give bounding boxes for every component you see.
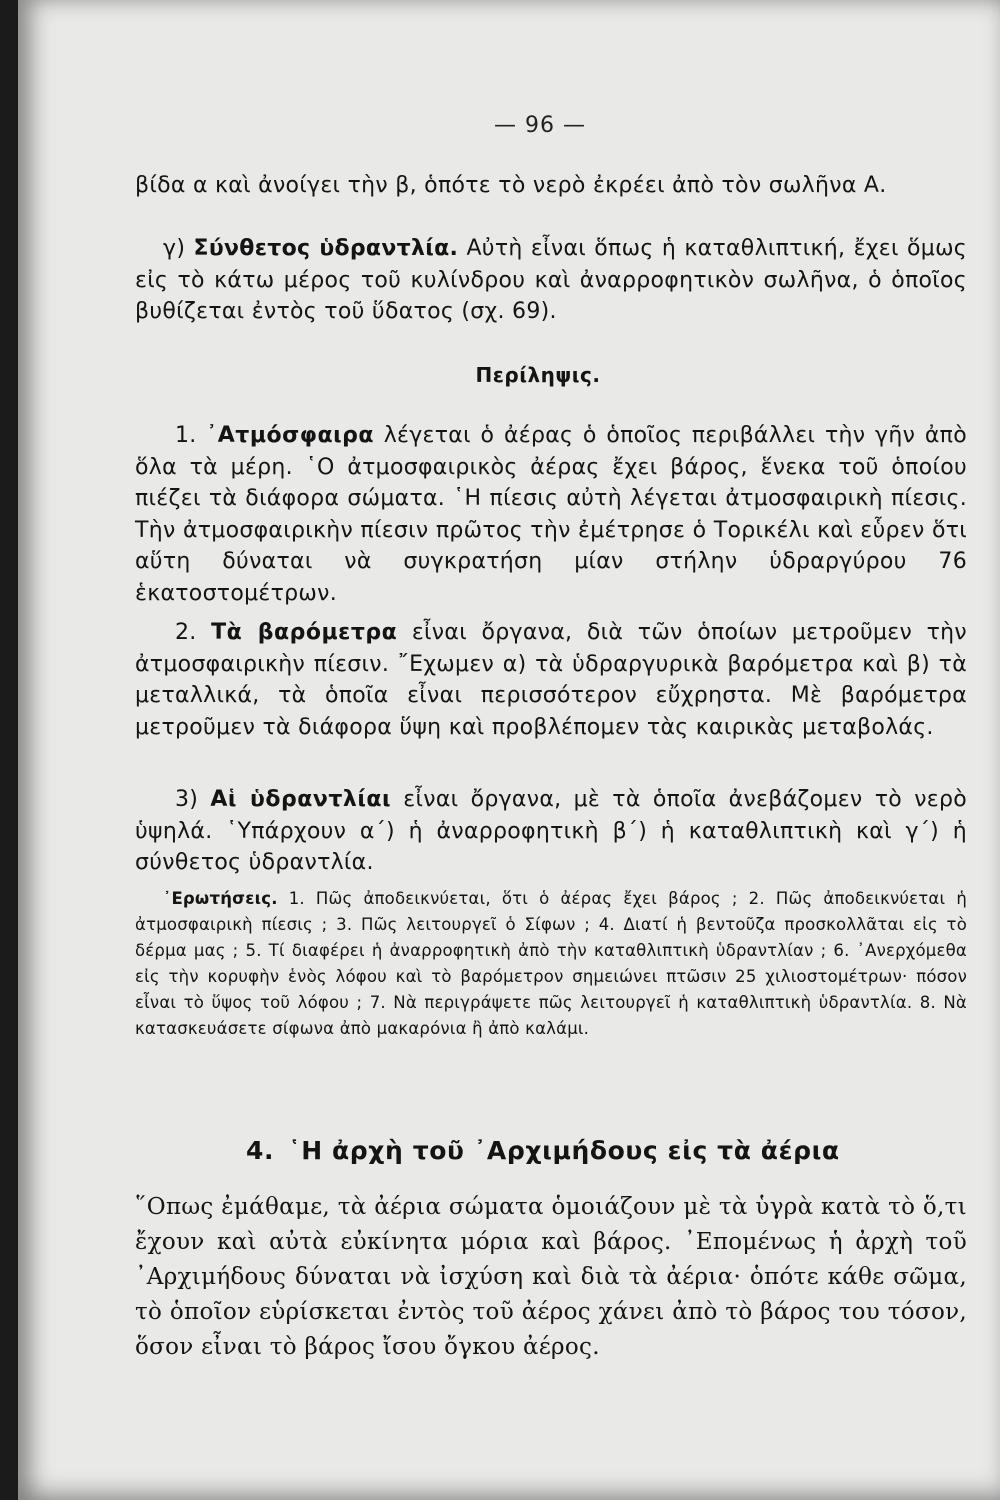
questions-label: ᾿Ερωτήσεις. [163,889,278,908]
term-barometers: Τὰ βαρόμετρα [211,620,398,645]
page-number: — 96 — [494,113,586,138]
paragraph-archimedes-gases: ῞Οπως ἐμάθαμε, τὰ ἀέρια σώματα ὁμοιάζουν μὲ τὰ ὑγρὰ κατὰ τὸ ὅ,τι ἔχουν καὶ αὐτὰ εὐκίνητα μόρια καὶ βάρος. ᾿Επομένως ἡ ἀρχὴ τοῦ ᾿Αρχιμήδους δύναται νὰ ἰσχύση καὶ διὰ τὰ ἀέρια· ὁπότε κάθε σῶμα, τὸ ὁποῖον εὑρίσκεται ἐντὸς τοῦ ἀέρος χάνει ἀπὸ τὸ βάρος του τόσον, ὅσον εἶναι τὸ βάρος ἴσου ὄγκου ἀέρος. [135,1194,967,1360]
questions-block [135,886,967,1042]
term-compound-pump: Σύνθετος ὑδραντλία. [193,236,459,261]
paragraph-text: Αὐτὴ εἶναι ὅπως ἡ καταθλιπτική, ἔχει ὅμως εἰς τὸ κάτω μέρος τοῦ κυλίνδρου καὶ ἀναρροφητικὸν σωλῆνα, ὁ ὁποῖος βυθίζεται ἐντὸς τοῦ ὕδατος (σχ. 69). [135,236,968,324]
summary-item-text: εἶναι ὄργανα, μὲ τὰ ὁποῖα ἀνεβάζομεν τὸ νερὸ ὑψηλά. ῾Υπάρχουν α΄) ἡ ἀναρροφητικὴ β΄) ἡ καταθλιπτικὴ καὶ γ΄) ἡ σύνθετος ὑδραντλία. [135,787,968,875]
paragraph-compound-pump [135,233,967,328]
questions-text: 1. Πῶς ἀποδεικνύεται, ὅτι ὁ ἀέρας ἔχει βάρος ; 2. Πῶς ἀποδεικνύεται ἡ ἀτμοσφαιρικὴ πίεσις ; 3. Πῶς λειτουργεῖ ὁ Σίφων ; 4. Διατί ἡ βεντοῦζα προσκολλᾶται εἰς τὸ δέρμα μας ; 5. Τί διαφέρει ἡ ἀναρροφητικὴ ἀπὸ τὴν καταθλιπτικὴ ὑδραντλίαν ; 6. ᾿Ανερχόμεθα εἰς τὴν κορυφὴν ἑνὸς λόφου καὶ τὸ βαρόμετρον σημειώνει πτῶσιν 25 χιλιοστομέτρων· πόσον εἶναι τὸ ὕψος τοῦ λόφου ; 7. Νὰ περιγράψετε πῶς λειτουργεῖ ἡ καταθλιπτικὴ ὑδραντλία. 8. Νὰ κατασκευάσετε σίφωνα ἀπὸ μακαρόνια ἢ ἀπὸ καλάμι. [135,889,967,1038]
section-title [246,1136,966,1165]
summary-item-2 [135,617,967,743]
paragraph-continuation: βίδα α καὶ ἀνοίγει τὴν β, ὁπότε τὸ νερὸ ἐκρέει ἀπὸ τὸν σωλῆνα Α. [135,173,887,198]
term-pumps: Αἱ ὑδραντλίαι [210,787,392,812]
section-title-text: ῾Η ἀρχὴ τοῦ ᾿Αρχιμήδους εἰς τὰ ἀέρια [288,1136,840,1165]
summary-heading: Περίληψις. [475,363,601,387]
summary-item-text: εἶναι ὄργανα, διὰ τῶν ὁποίων μετροῦμεν τὴν ἀτμοσφαιρικὴν πίεσιν. ῎Εχωμεν α) τὰ ὑδραργυρικὰ βαρόμετρα καὶ β) τὰ μεταλλικά, τὰ ὁποῖα εἶναι περισσότερον εὔχρηστα. Μὲ βαρόμετρα μετροῦμεν τὰ διάφορα ὕψη καὶ προβλέπομεν τὰς καιρικὰς μεταβολάς. [135,620,967,740]
summary-item-1 [135,420,967,609]
summary-item-number: 2. [175,620,212,645]
section-number: 4. [246,1136,275,1165]
item-marker: γ) [163,236,194,261]
book-page [18,0,1000,1500]
term-atmosphere: ᾿Ατμόσφαιρα [206,423,375,448]
summary-item-number: 1. [175,423,207,448]
summary-item-number: 3) [175,787,211,812]
summary-item-text: λέγεται ὁ ἀέρας ὁ ὁποῖος περιβάλλει τὴν γῆν ἀπὸ ὅλα τὰ μέρη. ῾Ο ἀτμοσφαιρικὸς ἀέρας ἔχει βάρος, ἕνεκα τοῦ ὁποίου πιέζει τὰ διάφορα σώματα. ῾Η πίεσις αὐτὴ λέγεται ἀτμοσφαιρικὴ πίεσις. Τὴν ἀτμοσφαιρικὴν πίεσιν πρῶτος τὴν ἐμέτρησε ὁ Τορικέλι καὶ εὗρεν ὅτι αὕτη δύναται νὰ συγκρατήση μίαν στήλην ὑδραργύρου 76 ἑκατοστομέτρων. [135,423,967,606]
summary-item-3 [135,784,967,879]
